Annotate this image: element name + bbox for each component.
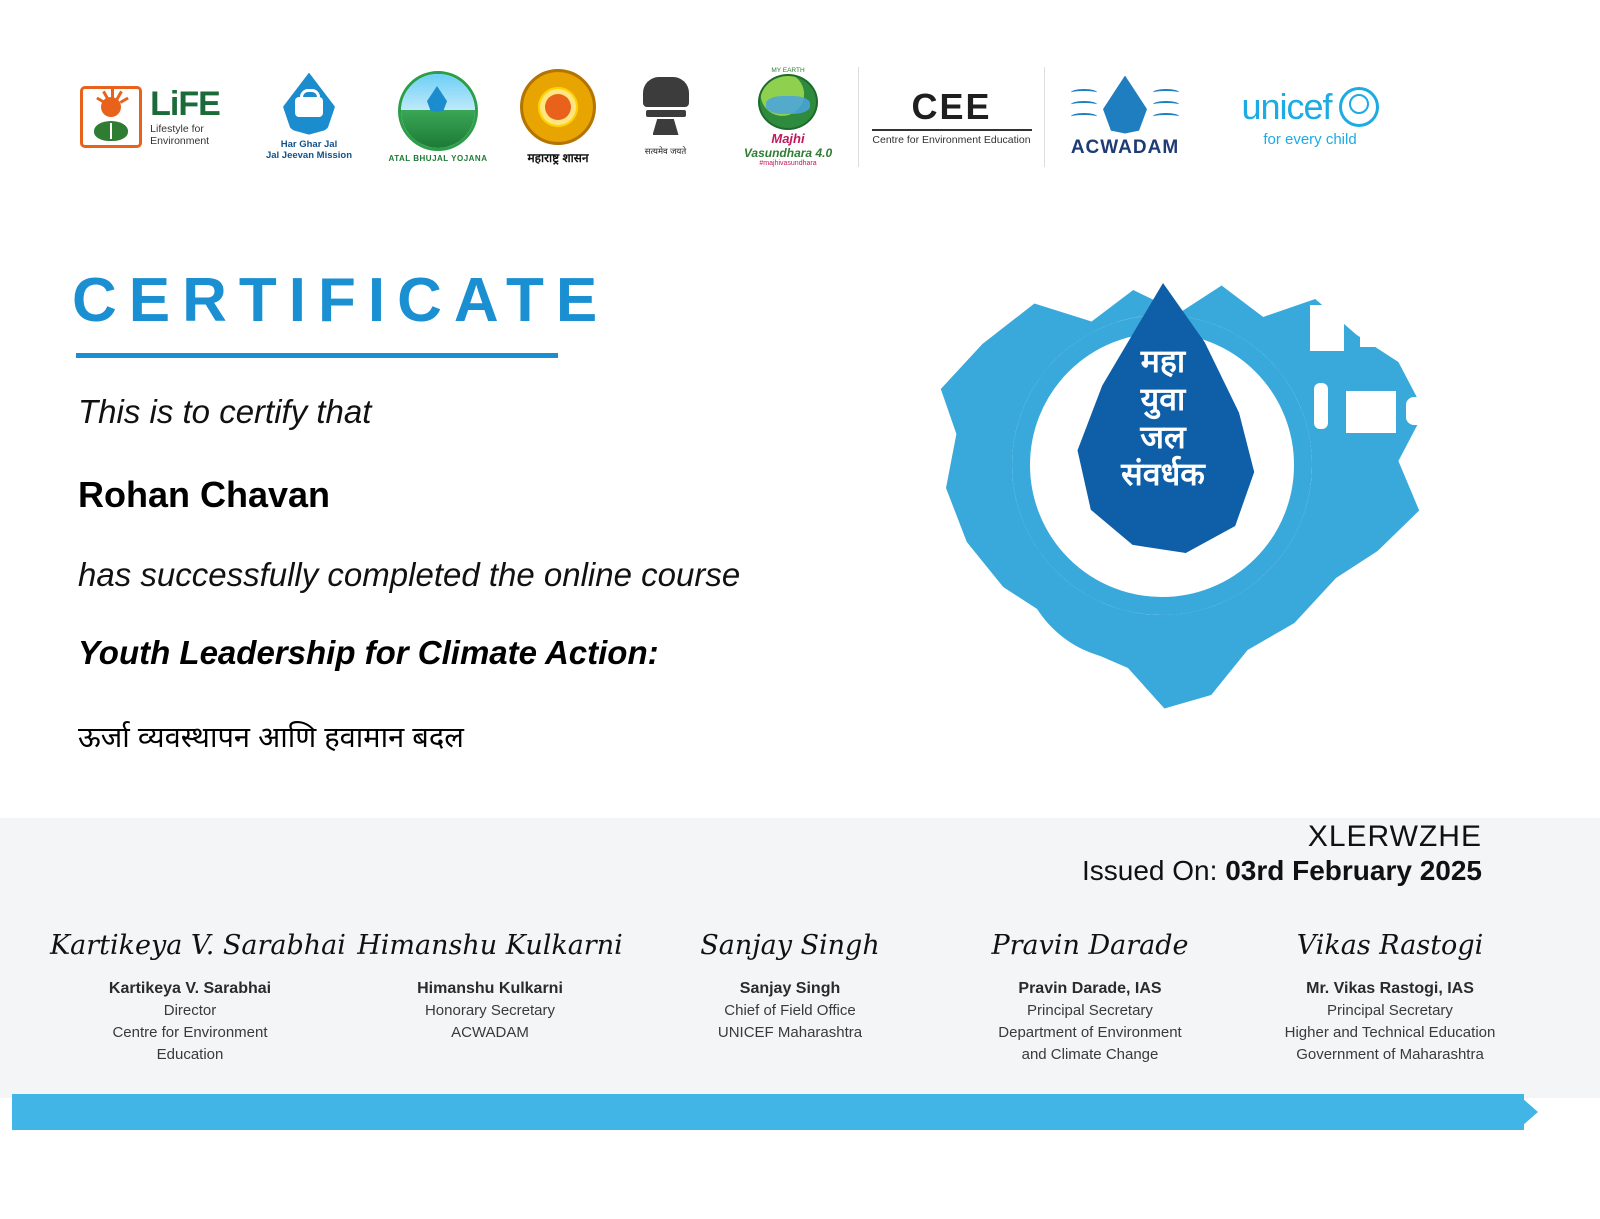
atal-bhujal-label: ATAL BHUJAL YOJANA — [388, 154, 488, 163]
cee-logo — [858, 67, 1045, 167]
earth-globe-icon — [758, 74, 818, 130]
partner-logo-strip — [55, 62, 1505, 172]
unicef-globe-icon — [1339, 87, 1379, 127]
majhi-vasundhara-sub: Vasundhara 4.0 — [743, 146, 833, 160]
signatory-role-line: Education — [156, 1045, 224, 1063]
water-drop-tap-icon — [283, 73, 335, 135]
drop-text-line-1: महा — [1140, 343, 1186, 379]
signatory-role-line: Chief of Field Office — [724, 1002, 856, 1020]
signature-image: Vikas Rastogi — [1296, 930, 1484, 961]
pictogram-cluster — [1300, 295, 1450, 525]
signatory-role-line: Higher and Technical Education — [1284, 1023, 1496, 1041]
field-icon — [1346, 391, 1396, 433]
signatory-role-line: Director — [163, 1002, 217, 1020]
state-seal-icon — [520, 69, 596, 145]
acwadam-logo-name: ACWADAM — [1070, 136, 1180, 158]
building-icon — [1310, 305, 1344, 351]
har-ghar-jal-caption-2: Jal Jeevan Mission — [265, 150, 353, 161]
acwadam-logo — [1045, 67, 1205, 167]
title-underline — [76, 353, 558, 358]
drop-text-line-4: संवर्धक — [1121, 456, 1205, 493]
signatory-block — [1250, 930, 1530, 1065]
unicef-logo — [1205, 67, 1415, 167]
issued-on — [1082, 855, 1482, 887]
signatory-role-line: UNICEF Maharashtra — [717, 1023, 863, 1041]
river-icon — [1418, 301, 1426, 359]
issued-on-label: Issued On: — [1082, 855, 1218, 886]
life-logo — [55, 67, 245, 167]
majhi-vasundhara-tag: #majhivasundhara — [759, 160, 817, 167]
majhi-vasundhara-logo — [718, 67, 858, 167]
completion-line: has successfully completed the online course — [78, 556, 741, 593]
har-ghar-jal-logo — [245, 67, 373, 167]
signatory-block — [50, 930, 346, 1065]
signatory-block — [950, 930, 1230, 1065]
hut-icon — [1432, 313, 1448, 343]
signature-image: Pravin Darade — [991, 930, 1189, 961]
aquifer-drop-icon — [1103, 76, 1147, 134]
signatory-role-line: Principal Secretary — [1327, 1002, 1453, 1020]
life-logo-sub1: Lifestyle for — [150, 122, 204, 135]
issued-on-date: 03rd February 2025 — [1225, 855, 1482, 886]
signatory-role-line: Principal Secretary — [1027, 1002, 1153, 1020]
farmer-icon — [1314, 383, 1328, 429]
life-logo-sub2: Environment — [150, 135, 210, 147]
ashoka-pillar-icon — [643, 77, 689, 143]
drop-text-line-3: जल — [1140, 418, 1186, 455]
signature-image: Kartikeya V. Sarabhai — [50, 930, 346, 961]
water-waves-icon-right — [1153, 89, 1179, 120]
page-title: CERTIFICATE — [72, 266, 610, 335]
life-logo-title: LiFE — [150, 84, 220, 123]
cee-logo-sub: Centre for Environment Education — [872, 133, 1031, 146]
majhi-vasundhara-top-text: MY EARTH — [771, 67, 805, 74]
signatory-name: Sanjay Singh — [739, 980, 841, 997]
signatory-name: Pravin Darade, IAS — [1018, 980, 1162, 997]
signatory-role-line: and Climate Change — [1021, 1045, 1159, 1063]
course-title: Youth Leadership for Climate Action: — [78, 634, 659, 671]
signatory-role-line: Honorary Secretary — [424, 1002, 556, 1020]
certify-line: This is to certify that — [78, 393, 372, 430]
course-title-marathi: ऊर्जा व्यवस्थापन आणि हवामान बदल — [78, 722, 464, 754]
signatory-role-line: Department of Environment — [998, 1023, 1182, 1041]
water-waves-icon — [1071, 89, 1097, 120]
signature-image: Sanjay Singh — [700, 930, 880, 961]
life-sun-leaf-icon — [80, 86, 142, 148]
certificate-code: XLERWZHE — [1307, 820, 1482, 853]
india-emblem-logo — [613, 67, 718, 167]
recipient-name: Rohan Chavan — [78, 474, 331, 515]
maha-yuva-jal-samvardhak-emblem — [900, 255, 1460, 725]
unicef-tagline: for every child — [1263, 130, 1357, 148]
unicef-wordmark: unicef — [1241, 85, 1332, 127]
cupped-hand-shape — [1020, 550, 1310, 660]
majhi-vasundhara-title: Majhi — [771, 131, 805, 146]
signatory-block — [650, 930, 930, 1065]
maharashtra-shasan-logo — [503, 67, 613, 167]
signatory-role-line: ACWADAM — [451, 1023, 529, 1041]
signatory-block — [350, 930, 630, 1065]
bottom-accent-bar — [12, 1094, 1524, 1130]
drop-text — [1068, 343, 1258, 494]
atal-bhujal-yojana-logo — [373, 67, 503, 167]
signatory-name: Himanshu Kulkarni — [417, 980, 563, 997]
signatory-name: Mr. Vikas Rastogi, IAS — [1306, 980, 1474, 997]
groundwater-circle-icon — [398, 71, 478, 151]
cattle-icon — [1406, 397, 1448, 425]
drop-text-line-2: युवा — [1140, 380, 1186, 417]
signature-image: Himanshu Kulkarni — [357, 930, 623, 961]
har-ghar-jal-caption-1: Har Ghar Jal — [280, 138, 338, 150]
factory-icon — [1360, 313, 1404, 347]
cee-logo-title: CEE — [911, 85, 992, 127]
india-emblem-caption: सत्यमेव जयते — [644, 146, 687, 156]
maharashtra-shasan-caption: महाराष्ट्र शासन — [527, 150, 589, 165]
signatory-name: Kartikeya V. Sarabhai — [108, 980, 272, 997]
signatory-row — [50, 930, 1530, 1065]
signatory-role-line: Centre for Environment — [112, 1023, 268, 1041]
signatory-role-line: Government of Maharashtra — [1296, 1045, 1484, 1063]
